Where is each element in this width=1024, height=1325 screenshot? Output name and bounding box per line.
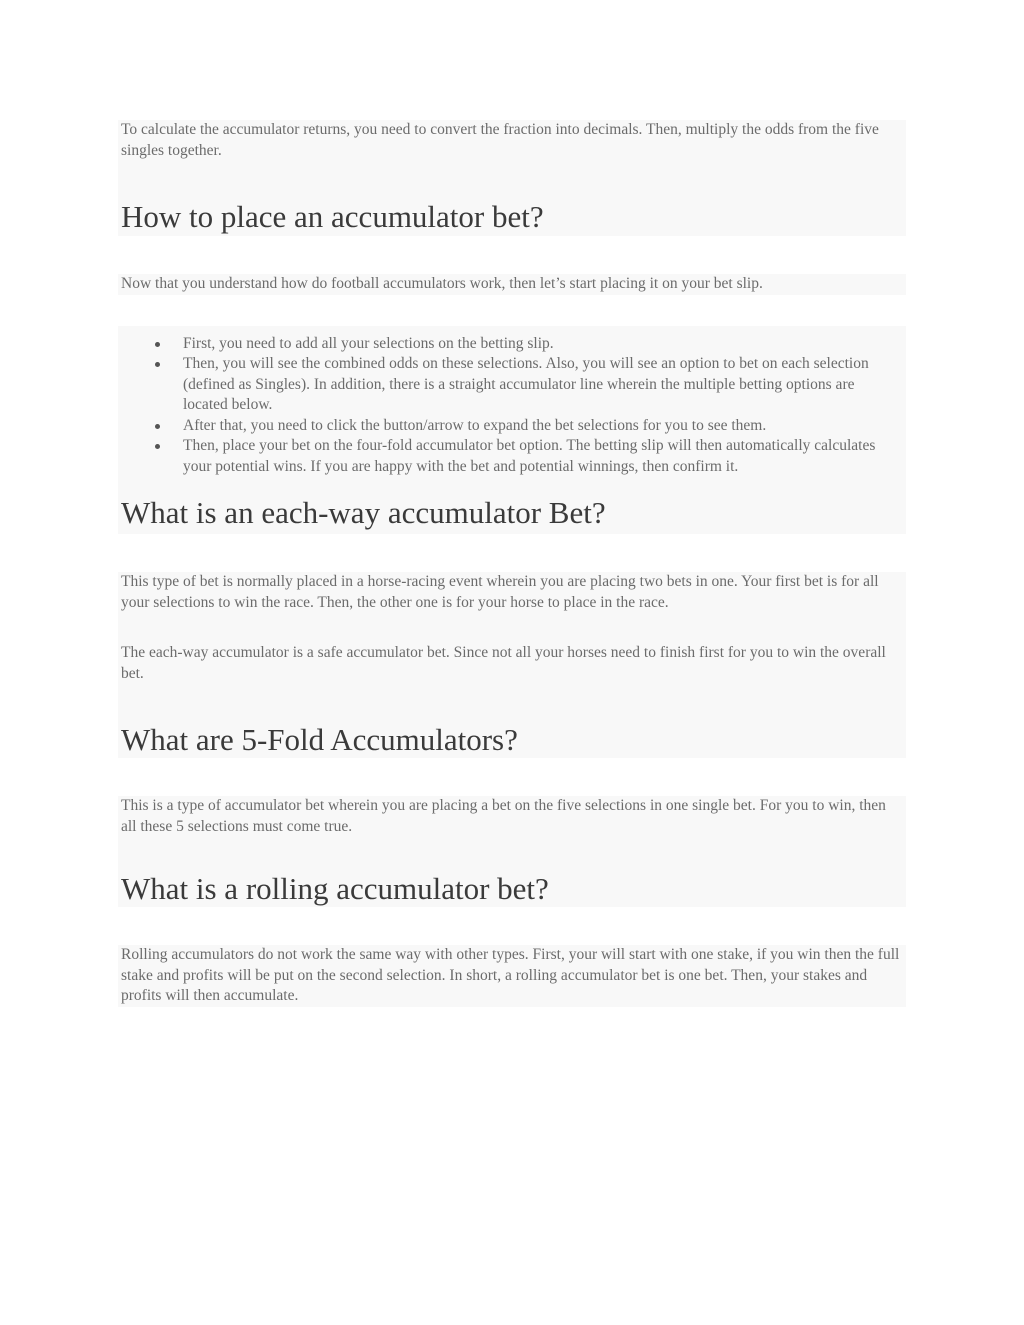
bullet-text: First, you need to add all your selections on the betting slip. xyxy=(183,334,554,352)
bullet-item xyxy=(183,334,903,355)
bullet-text: Then, place your bet on the four-fold accumulator bet option. The betting slip will then automatically calculates your potential wins. If you are happy with the bet and potential winnings, then confirm it. xyxy=(183,437,876,475)
intro-block xyxy=(118,120,906,236)
section-5-fold-paragraph: This is a type of accumulator bet wherein you are placing a bet on the five selections in one single bet. For you to win, then all these 5 selections must come true. xyxy=(121,797,886,835)
bullet-dot-icon xyxy=(155,424,160,429)
section-each-way-paragraph-2: The each-way accumulator is a safe accumulator bet. Since not all your horses need to finish first for you to win the overall bet. xyxy=(121,644,886,682)
bullet-list-block xyxy=(118,326,906,535)
bullet-item xyxy=(183,416,903,437)
section-rolling-block xyxy=(118,945,906,1007)
heading-each-way: What is an each-way accumulator Bet? xyxy=(121,495,606,530)
bullet-dot-icon xyxy=(155,342,160,347)
heading-how-to-place: How to place an accumulator bet? xyxy=(121,199,544,234)
bullet-text: After that, you need to click the button/arrow to expand the bet selections for you to see them. xyxy=(183,416,767,434)
section-5-fold-block xyxy=(118,796,906,907)
section-how-to-place-paragraph: Now that you understand how do football accumulators work, then let’s start placing it on your bet slip. xyxy=(121,275,763,292)
intro-paragraph: To calculate the accumulator returns, you need to convert the fraction into decimals. Then, multiply the odds from the five singles together. xyxy=(121,121,879,159)
section-rolling-paragraph: Rolling accumulators do not work the same way with other types. First, your will start with one stake, if you win then the full stake and profits will be put on the second selection. In short, a rolling accumulator bet is one bet. Then, your stakes and profits will then accumulate. xyxy=(121,946,900,1004)
heading-rolling: What is a rolling accumulator bet? xyxy=(121,871,549,906)
document-page xyxy=(118,120,906,1007)
section-each-way-paragraph-1: This type of bet is normally placed in a horse-racing event wherein you are placing two bets in one. Your first bet is for all your selections to win the race. Then, the other one is for your horse to place in the race. xyxy=(121,573,879,611)
section-how-to-place-intro-block xyxy=(118,274,906,295)
section-each-way-block xyxy=(118,572,906,758)
bullet-list xyxy=(121,326,903,478)
bullet-text: Then, you will see the combined odds on these selections. Also, you will see an option to bet on each selection (defined as Singles). In addition, there is a straight accumulator line wherein the multiple betting options are located below. xyxy=(183,355,869,413)
bullet-dot-icon xyxy=(155,444,160,449)
bullet-item xyxy=(183,354,903,416)
bullet-dot-icon xyxy=(155,362,160,367)
bullet-item xyxy=(183,436,903,477)
heading-5-fold: What are 5-Fold Accumulators? xyxy=(121,722,518,757)
